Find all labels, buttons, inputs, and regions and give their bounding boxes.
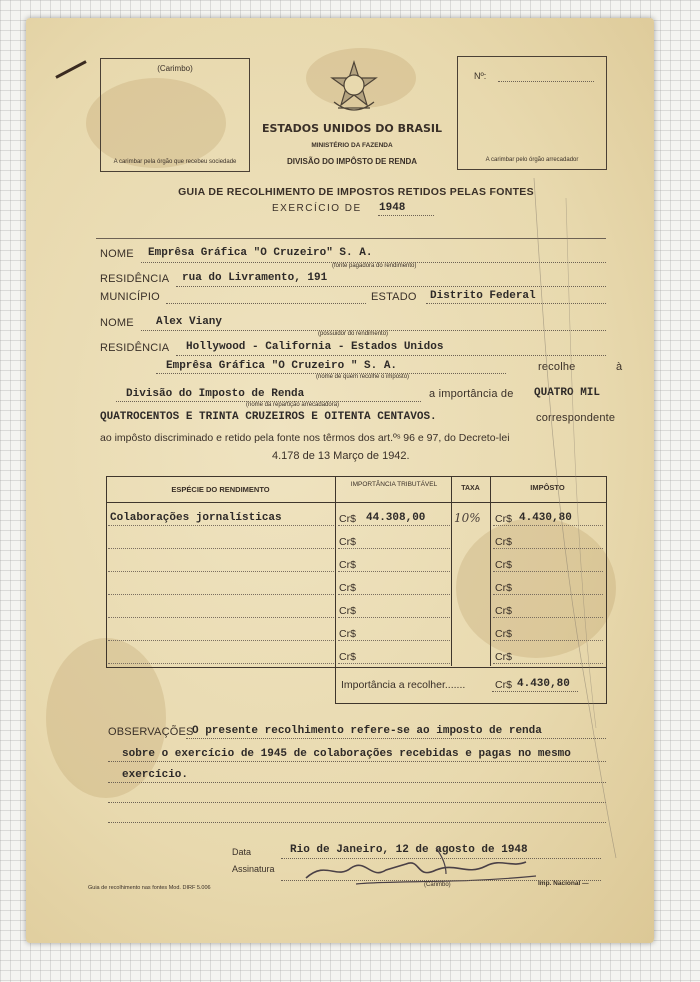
tax-form-paper [26, 18, 654, 943]
row-line [108, 617, 334, 618]
row-line [108, 525, 334, 526]
declaration-corresponding: correspondente [536, 412, 616, 424]
payer-name-label: NOME [100, 248, 134, 260]
row-taxable-value: 44.308,00 [366, 512, 426, 524]
number-box-note: A carimbar pelo órgão arrecadador [485, 157, 579, 163]
stamp-box-note: A carimbar pela órgão que recebeu sociedade [113, 159, 237, 165]
declaration-office: Divisão do Imposto de Renda [126, 388, 305, 400]
stamp-box-label: (Carimbo) [157, 64, 193, 73]
total-value: 4.430,80 [517, 678, 570, 690]
number-label: Nº: [474, 71, 487, 81]
observations-line1: O presente recolhimento refere-se ao imposto de renda [192, 725, 542, 737]
brazil-coat-of-arms-icon [326, 58, 382, 118]
row-line [108, 548, 334, 549]
beneficiary-name-label: NOME [100, 317, 134, 329]
row-tax-currency: Cr$ [495, 536, 512, 548]
payer-name-note: (fonte pagadora do rendimento) [332, 263, 417, 269]
row-line [108, 663, 334, 664]
row-taxable-currency: Cr$ [339, 559, 356, 571]
row-taxable-currency: Cr$ [339, 651, 356, 663]
col-header-tax: IMPÔSTO [530, 483, 565, 492]
row-line [338, 617, 450, 618]
col-header-species: ESPÉCIE DO RENDIMENTO [171, 485, 270, 494]
beneficiary-name-note: (possuidor do rendimento) [318, 331, 389, 337]
payer-state-label: ESTADO [371, 291, 417, 303]
declaration-office-note: (nome da repartição arrecadadora) [246, 402, 340, 408]
declaration-amount-phrase: a importância de [429, 388, 514, 400]
stamp-box [100, 58, 250, 172]
row-line [338, 594, 450, 595]
country-title: ESTADOS UNIDOS DO BRASIL [261, 122, 442, 135]
row-tax-currency: Cr$ [495, 582, 512, 594]
declaration-amount-words-1: QUATRO MIL [534, 387, 601, 399]
row-line [338, 640, 450, 641]
declaration-who-note: (nome de quem recolhe o imposto) [316, 374, 410, 380]
beneficiary-residence-label: RESIDÊNCIA [100, 342, 170, 354]
declaration-amount-words-2: QUATROCENTOS E TRINTA CRUZEIROS E OITENTA CENTAVOS. [100, 411, 437, 423]
payer-residence-value: rua do Livramento, 191 [182, 272, 328, 284]
row-line [338, 548, 450, 549]
row-tax-value: 4.430,80 [519, 512, 572, 524]
row-rate: 10% [454, 511, 481, 525]
exercise-label: EXERCÍCIO DE [272, 203, 362, 214]
declaration-line3: ao impôsto discriminado e retido pela fonte nos têrmos dos art.ºˢ 96 e 97, do Decreto-lei [100, 432, 510, 444]
declaration-collects: recolhe [538, 361, 576, 373]
observations-label: OBSERVAÇÕES [108, 726, 194, 738]
declaration-to: à [616, 361, 623, 373]
row-tax-currency: Cr$ [495, 628, 512, 640]
form-note: Guia de recolhimento nas fontes Mod. DIRF 5.006 [88, 885, 211, 891]
ministry-title: MINISTÉRIO DA FAZENDA [311, 142, 393, 149]
row-species: Colaborações jornalísticas [110, 512, 282, 524]
signature-label: Assinatura [232, 864, 275, 874]
col-header-rate: TAXA [461, 485, 480, 492]
payer-residence-label: RESIDÊNCIA [100, 273, 170, 285]
printer-note: Imp. Nacional — [538, 880, 589, 887]
beneficiary-name-value: Alex Viany [156, 316, 223, 328]
pencil-marks [526, 168, 626, 868]
declaration-line4: 4.178 de 13 Março de 1942. [272, 450, 410, 462]
payer-state-value: Distrito Federal [430, 290, 536, 302]
observations-line2: sobre o exercício de 1945 de colaborações recebidas e pagas no mesmo [122, 748, 571, 760]
exercise-year: 1948 [379, 202, 406, 214]
row-taxable-currency: Cr$ [339, 582, 356, 594]
row-line [338, 525, 450, 526]
row-line [338, 571, 450, 572]
row-taxable-currency: Cr$ [339, 536, 356, 548]
col-header-taxable: IMPORTÂNCIA TRIBUTÁVEL [350, 481, 438, 488]
payer-municipality-label: MUNICÍPIO [100, 291, 160, 303]
observations-line3: exercício. [122, 769, 189, 781]
row-line [338, 663, 450, 664]
number-box [457, 56, 607, 170]
row-tax-currency: Cr$ [495, 651, 512, 663]
staple-mark [55, 60, 86, 79]
payer-name-value: Emprêsa Gráfica "O Cruzeiro" S. A. [148, 247, 373, 259]
form-title: GUIA DE RECOLHIMENTO DE IMPOSTOS RETIDOS PELAS FONTES [178, 186, 534, 198]
total-currency: Cr$ [495, 679, 512, 691]
row-line [108, 640, 334, 641]
date-value: Rio de Janeiro, 12 de agosto de 1948 [290, 844, 528, 856]
row-tax-currency: Cr$ [495, 513, 512, 525]
declaration-who: Emprêsa Gráfica "O Cruzeiro " S. A. [166, 360, 398, 372]
row-line [108, 594, 334, 595]
row-taxable-currency: Cr$ [339, 628, 356, 640]
row-tax-currency: Cr$ [495, 559, 512, 571]
beneficiary-residence-value: Hollywood - California - Estados Unidos [186, 341, 444, 353]
signature-note: (Carimbo) [424, 882, 451, 888]
division-title: DIVISÃO DO IMPÔSTO DE RENDA [286, 157, 418, 166]
total-label: Importância a recolher....... [341, 679, 466, 691]
row-tax-currency: Cr$ [495, 605, 512, 617]
date-label: Data [232, 847, 252, 857]
row-taxable-currency: Cr$ [339, 605, 356, 617]
row-line [108, 571, 334, 572]
row-taxable-currency: Cr$ [339, 513, 356, 525]
